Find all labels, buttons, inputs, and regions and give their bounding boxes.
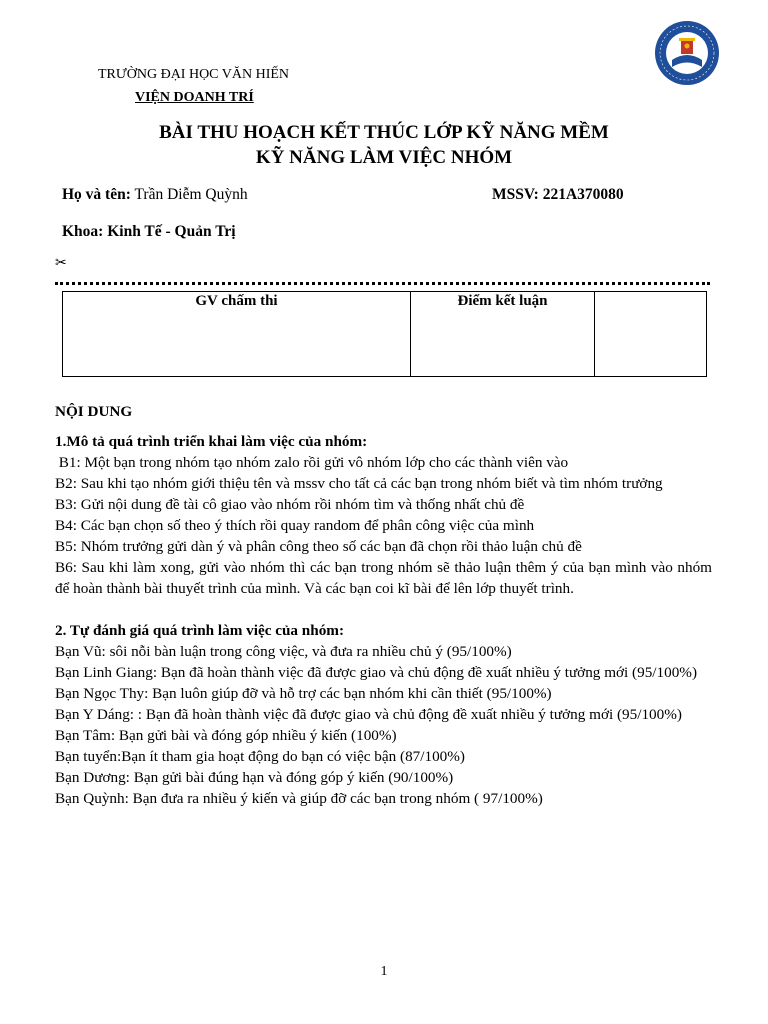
name-value: Trần Diễm Quỳnh (134, 186, 248, 203)
list-item: B3: Gửi nội dung đề tài cô giao vào nhóm rồi nhóm tìm và thống nhất chủ đề (55, 496, 525, 513)
list-item: B1: Một bạn trong nhóm tạo nhóm zalo rồi gửi vô nhóm lớp cho các thành viên vào (55, 454, 569, 471)
mssv-value: 221A370080 (542, 186, 624, 203)
list-item: Bạn Linh Giang: Bạn đã hoàn thành việc đã được giao và chủ động đề xuất nhiều ý tưởng mới (95/100%) (55, 664, 698, 681)
list-item: B6: Sau khi làm xong, gửi vào nhóm thì các bạn trong nhóm sẽ thảo luận thêm ý của bạn mình vào nhóm để hoàn thành bài thuyết trình của mình. Và các bạn coi kĩ bài để lên lớp thuyết trình. (55, 559, 712, 597)
list-item: B4: Các bạn chọn số theo ý thích rồi quay random để phân công việc của mình (55, 517, 535, 534)
list-item: B5: Nhóm trưởng gửi dàn ý và phân công theo số các bạn đã chọn rồi thảo luận chủ đề (55, 538, 582, 555)
faculty-field (62, 223, 236, 241)
list-item: Bạn Quỳnh: Bạn đưa ra nhiều ý kiến và giúp đỡ các bạn trong nhóm ( 97/100%) (55, 790, 543, 807)
blank-column (595, 292, 707, 377)
university-name: TRƯỜNG ĐẠI HỌC VĂN HIẾN (98, 67, 290, 82)
institute-name: VIỆN DOANH TRÍ (135, 90, 254, 105)
student-id-field (492, 186, 624, 204)
document-title-line1: BÀI THU HOẠCH KẾT THÚC LỚP KỸ NĂNG MỀM (159, 122, 609, 143)
list-item: Bạn Y Dáng: : Bạn đã hoàn thành việc đã được giao và chủ động đề xuất nhiều ý tưởng mới (95/100%) (55, 706, 682, 723)
khoa-value: Kinh Tế - Quản Trị (107, 223, 236, 240)
list-item: Bạn Dương: Bạn gửi bài đúng hạn và đóng góp ý kiến (90/100%) (55, 769, 454, 786)
logo-emblem-icon (654, 20, 720, 86)
grader-column: GV chấm thi (63, 292, 411, 377)
cut-line-divider (55, 282, 710, 285)
scissors-icon: ✂ (55, 256, 67, 271)
list-item: Bạn Vũ: sôi nỗi bàn luận trong công việc, và đưa ra nhiều chủ ý (95/100%) (55, 643, 512, 660)
list-item: B2: Sau khi tạo nhóm giới thiệu tên và mssv cho tất cả các bạn trong nhóm biết và tìm nhóm trưởng (55, 475, 663, 492)
content-heading: NỘI DUNG (55, 403, 133, 420)
khoa-label: Khoa: (62, 223, 104, 240)
list-item: Bạn Tâm: Bạn gửi bài và đóng góp nhiều ý kiến (100%) (55, 727, 397, 744)
list-item: Bạn Ngọc Thy: Bạn luôn giúp đỡ và hỗ trợ các bạn nhóm khi cần thiết (95/100%) (55, 685, 552, 702)
university-logo (654, 20, 720, 86)
section2-title: 2. Tự đánh giá quá trình làm việc của nhóm: (55, 622, 345, 639)
document-title-line2: KỸ NĂNG LÀM VIỆC NHÓM (255, 147, 513, 168)
mssv-label: MSSV: (492, 186, 539, 203)
content-body (55, 401, 712, 809)
name-label: Họ và tên: (62, 186, 131, 203)
student-name-field (62, 186, 248, 204)
grading-table (62, 291, 707, 377)
section1-title: 1.Mô tả quá trình triển khai làm việc của nhóm: (55, 433, 368, 450)
final-score-column: Điểm kết luận (411, 292, 595, 377)
list-item: Bạn tuyển:Bạn ít tham gia hoạt động do bạn có việc bận (87/100%) (55, 748, 465, 765)
page-number: 1 (380, 964, 388, 979)
